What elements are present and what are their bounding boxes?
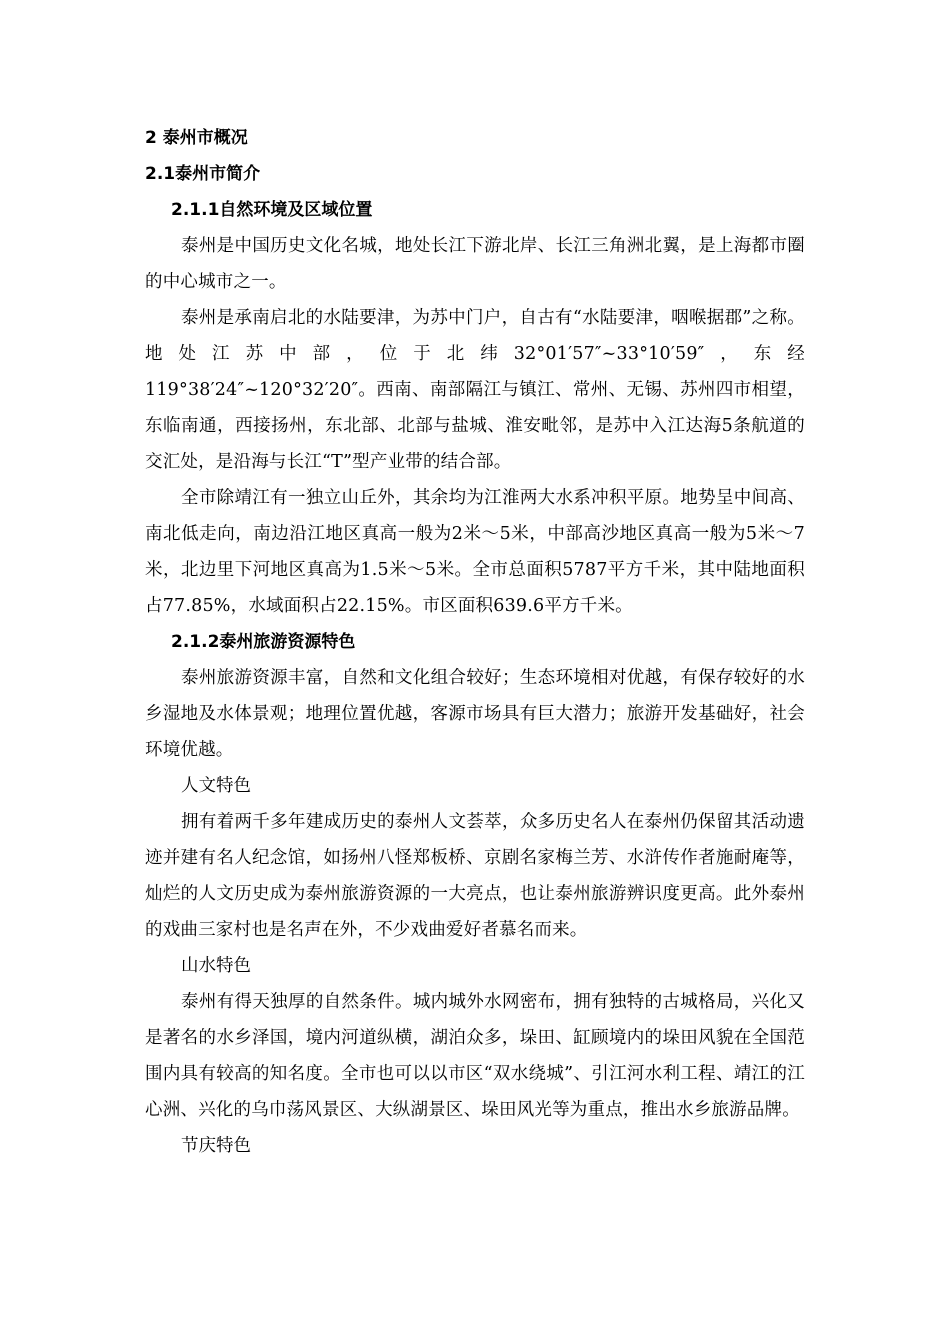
- chapter-heading: 2 泰州市概况: [145, 128, 248, 148]
- paragraph-location: 泰州是承南启北的水陆要津，为苏中门户，自古有“水陆要津，咽喉据郡”之称。地处江苏中部，位于北纬32°01′57″~33°10′59″，东经119°38′24″~120°32′20″。西南、南部隔江与镇江、常州、无锡、苏州四市相望，东临南通，西接扬州，东北部、北部与盐城、淮安毗邻，是苏中入江达海5条航道的交汇处，是沿海与长江“T”型产业带的结合部。: [145, 308, 805, 472]
- document-page: [145, 120, 805, 1164]
- label-landscape-features: 山水特色: [181, 956, 251, 976]
- subsection-heading-natural-environment: 2.1.1自然环境及区域位置: [171, 200, 373, 220]
- label-festival-features: 节庆特色: [181, 1136, 251, 1156]
- paragraph-tourism-overview: 泰州旅游资源丰富，自然和文化组合较好；生态环境相对优越，有保存较好的水乡湿地及水体景观；地理位置优越，客源市场具有巨大潜力；旅游开发基础好，社会环境优越。: [145, 668, 805, 760]
- section-heading: 2.1泰州市简介: [145, 164, 261, 184]
- paragraph-terrain: 全市除靖江有一独立山丘外，其余均为江淮两大水系冲积平原。地势呈中间高、南北低走向，南边沿江地区真高一般为2米～5米，中部高沙地区真高一般为5米～7米，北边里下河地区真高为1.5米～5米。全市总面积5787平方千米，其中陆地面积占77.85%，水域面积占22.15%。市区面积639.6平方千米。: [145, 488, 805, 616]
- paragraph-city-intro: 泰州是中国历史文化名城，地处长江下游北岸、长江三角洲北翼，是上海都市圈的中心城市之一。: [145, 236, 805, 292]
- subsection-heading-tourism-features: 2.1.2泰州旅游资源特色: [171, 632, 356, 652]
- label-cultural-features: 人文特色: [181, 776, 251, 796]
- paragraph-cultural-features: 拥有着两千多年建成历史的泰州人文荟萃，众多历史名人在泰州仍保留其活动遗迹并建有名人纪念馆，如扬州八怪郑板桥、京剧名家梅兰芳、水浒传作者施耐庵等，灿烂的人文历史成为泰州旅游资源的一大亮点，也让泰州旅游辨识度更高。此外泰州的戏曲三家村也是名声在外，不少戏曲爱好者慕名而来。: [145, 812, 805, 940]
- paragraph-landscape-features: 泰州有得天独厚的自然条件。城内城外水网密布，拥有独特的古城格局，兴化又是著名的水乡泽国，境内河道纵横，湖泊众多，垛田、缸顾境内的垛田风貌在全国范围内具有较高的知名度。全市也可以以市区“双水绕城”、引江河水利工程、靖江的江心洲、兴化的乌巾荡风景区、大纵湖景区、垛田风光等为重点，推出水乡旅游品牌。: [145, 992, 805, 1120]
